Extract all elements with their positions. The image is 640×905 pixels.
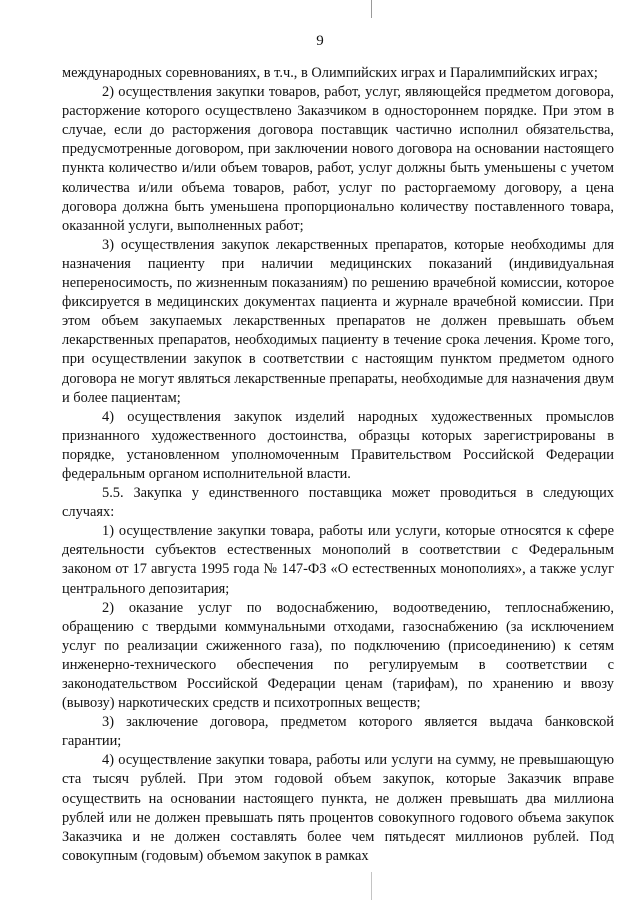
- scan-mark-bottom: [371, 872, 372, 900]
- paragraph-continuation: международных соревнованиях, в т.ч., в Олимпийских играх и Паралимпийских играх;: [62, 65, 598, 81]
- paragraph-case-2: 2) оказание услуг по водоснабжению, водоотведению, теплоснабжению, обращению с твердыми коммунальными отходами, газоснабжению (за исключением услуг по реализации сжиженного газа), по подключению (присоединению) к сетям инженерно-технического обеспечения по регулируемым в соответствии с законодательством Российской Федерации ценам (тарифам), по хранению и ввозу (вывозу) наркотических средств и психотропных веществ;: [62, 599, 614, 712]
- page-number: 9: [316, 33, 324, 49]
- document-body: [62, 64, 614, 866]
- paragraph-case-1: 1) осуществление закупки товара, работы или услуги, которые относятся к сфере деятельности субъектов естественных монополий в соответствии с Федеральным законом от 17 августа 1995 года № 147-ФЗ «О естественных монополиях», а также услуг центрального депозитария;: [62, 523, 614, 597]
- scan-mark-top: [371, 0, 372, 18]
- paragraph-item-2: 2) осуществления закупки товаров, работ, услуг, являющейся предметом договора, расторжение которого осуществлено Заказчиком в одностороннем порядке. При этом в случае, если до расторжения договора поставщик частично исполнил обязательства, предусмотренные договором, при заключении нового договора на основании настоящего пункта количество и/или объем товаров, работ, услуг должны быть уменьшены с учетом количества и/или объема товаров, работ, услуг по расторгаемому договору, а цена договора должна быть уменьшена пропорционально количеству поставленного товара, оказанной услуги, выполненных работ;: [62, 84, 614, 234]
- paragraph-item-3: 3) осуществления закупок лекарственных препаратов, которые необходимы для назначения пациенту при наличии медицинских показаний (индивидуальная непереносимость, по жизненным показаниям) по решению врачебной комиссии, которое фиксируется в медицинских документах пациента и журнале врачебной комиссии. При этом объем закупаемых лекарственных препаратов не должен превышать объем лекарственных препаратов, необходимых пациенту в течение срока лечения. Кроме того, при осуществлении закупок в соответствии с настоящим пунктом предметом одного договора не могут являться лекарственные препараты, необходимые для назначения двум и более пациентам;: [62, 236, 614, 406]
- paragraph-item-4: 4) осуществления закупок изделий народных художественных промыслов признанного художественного достоинства, образцы которых зарегистрированы в порядке, установленном уполномоченным Правительством Российской Федерации федеральным органом исполнительной власти.: [62, 408, 614, 482]
- paragraph-case-4: 4) осуществление закупки товара, работы или услуги на сумму, не превышающую ста тысяч рублей. При этом годовой объем закупок, которые Заказчик вправе осуществить на основании настоящего пункта, не должен превышать два миллиона рублей или не должен превышать пять процентов совокупного годового объема закупок Заказчика и не должен составлять более чем пятьдесят миллионов рублей. Под совокупным (годовым) объемом закупок в рамках: [62, 752, 614, 864]
- paragraph-section-5-5: 5.5. Закупка у единственного поставщика может проводиться в следующих случаях:: [62, 485, 614, 521]
- paragraph-case-3: 3) заключение договора, предметом которого является выдача банковской гарантии;: [62, 714, 614, 750]
